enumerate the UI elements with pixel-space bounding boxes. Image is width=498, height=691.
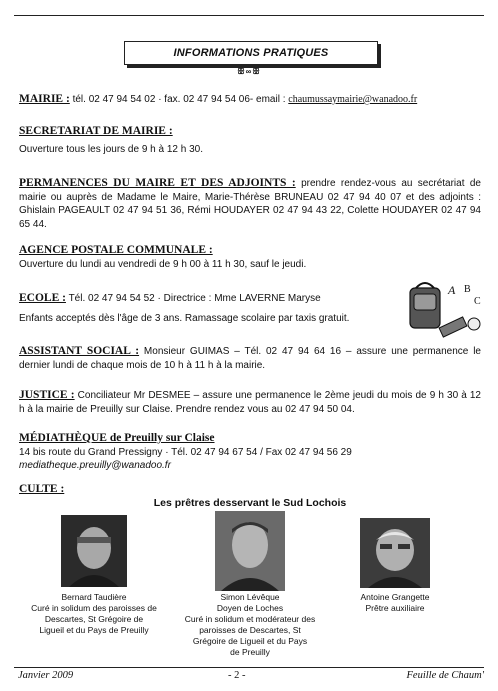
section-assistant [19, 345, 481, 372]
mairie-email[interactable]: chaumussaymairie@wanadoo.fr [288, 94, 418, 105]
mairie-text: tél. 02 47 94 54 02 · fax. 02 47 94 54 06- email : [69, 94, 289, 105]
ecole-line2: Enfants acceptés dès l'âge de 3 ans. Ramassage scolaire par taxis gratuit. [19, 312, 350, 324]
title-ornament: ꕥ∞ꕥ [237, 67, 261, 76]
bottom-rule [14, 667, 484, 668]
priest-name-1: Bernard Taudière [61, 592, 127, 602]
priest-caption-1 [19, 592, 169, 636]
secretariat-text: Ouverture tous les jours de 9 h à 12 h 30. [19, 143, 203, 155]
section-mediatheque [19, 432, 481, 473]
mediatheque-email[interactable]: mediatheque.preuilly@wanadoo.fr [19, 460, 171, 471]
svg-text:B: B [464, 284, 471, 295]
priest-caption-2 [175, 592, 325, 658]
culte-subtitle: Les prêtres desservant le Sud Lochois [153, 497, 347, 509]
section-permanences [19, 177, 481, 231]
assistant-heading: ASSISTANT SOCIAL : [19, 345, 140, 357]
section-justice [19, 389, 481, 416]
section-agence [19, 244, 481, 271]
section-secretariat [19, 125, 481, 156]
priest-2-line1: Doyen de Loches [216, 603, 284, 613]
agence-text: Ouverture du lundi au vendredi de 9 h 00 à 11 h 30, sauf le jeudi. [19, 258, 307, 270]
section-mairie [19, 93, 481, 107]
mairie-heading: MAIRIE : [19, 93, 70, 105]
priest-2-line4: Grégoire de Ligueil et du Pays de Preuilly [192, 636, 308, 657]
priest-2-line2: Curé in solidum et modérateur des [184, 614, 316, 624]
ecole-line1: Tél. 02 47 94 54 52 · Directrice : Mme LAVERNE Maryse [65, 293, 321, 304]
top-rule [14, 15, 484, 16]
secretariat-heading: SECRETARIAT DE MAIRIE : [19, 125, 173, 137]
priest-name-3: Antoine Grangette [360, 592, 430, 602]
svg-text:A: A [448, 283, 456, 297]
mediatheque-heading: MÉDIATHÈQUE de Preuilly sur Claise [19, 432, 215, 444]
priest-photo-3 [360, 518, 430, 588]
priest-3-line1: Prêtre auxiliaire [365, 603, 425, 613]
priest-1-line2: Descartes, St Grégoire de [44, 614, 144, 624]
priest-1-line1: Curé in solidum des paroisses de [31, 603, 157, 613]
priest-1-line3: Ligueil et du Pays de Preuilly [39, 625, 149, 635]
footer-date: Janvier 2009 [18, 670, 74, 681]
mediatheque-line1: 14 bis route du Grand Pressigny · Tél. 02 47 94 67 54 / Fax 02 47 94 56 29 [19, 446, 352, 458]
permanences-text: prendre rendez-vous au secrétariat de mairie ou auprès de Madame le Maire, Marie-Thérèse BRUNEAU 02 47 94 40 07 et des adjoints : Ghislain PAGEAULT 02 47 94 51 36, Rémi HOUDAYER 02 47 94 43 22, Colette HOUDAYER 02 47 94 65 44. [19, 178, 481, 230]
priest-name-2: Simon Lévêque [220, 592, 280, 602]
section-culte [19, 483, 481, 497]
priest-photo-2 [215, 511, 285, 591]
justice-text: Conciliateur Mr DESMEE – assure une permanence le 2ème jeudi du mois de 9 h 30 à 12 h à la mairie de Preuilly sur Claise. Prendre rendez vous au 02 47 94 50 04. [19, 390, 481, 415]
page-number: - 2 - [228, 670, 246, 681]
priest-caption-3 [320, 592, 470, 614]
svg-text:C: C [474, 296, 481, 307]
justice-heading: JUSTICE : [19, 389, 75, 401]
footer-publication: Feuille de Chaum' [406, 670, 484, 681]
priest-2-line3: paroisses de Descartes, St [199, 625, 301, 635]
priest-photo-1 [61, 515, 127, 587]
permanences-heading: PERMANENCES DU MAIRE ET DES ADJOINTS : [19, 177, 296, 189]
ecole-heading: ECOLE : [19, 292, 66, 304]
page-title: INFORMATIONS PRATIQUES [124, 41, 378, 65]
assistant-text: Monsieur GUIMAS – Tél. 02 47 94 64 16 – assure une permanence le dernier lundi de chaque mois de 10 h à 11 h à la mairie. [19, 346, 481, 371]
school-clipart [404, 278, 484, 340]
agence-heading: AGENCE POSTALE COMMUNALE : [19, 244, 213, 256]
culte-heading: CULTE : [19, 483, 65, 495]
